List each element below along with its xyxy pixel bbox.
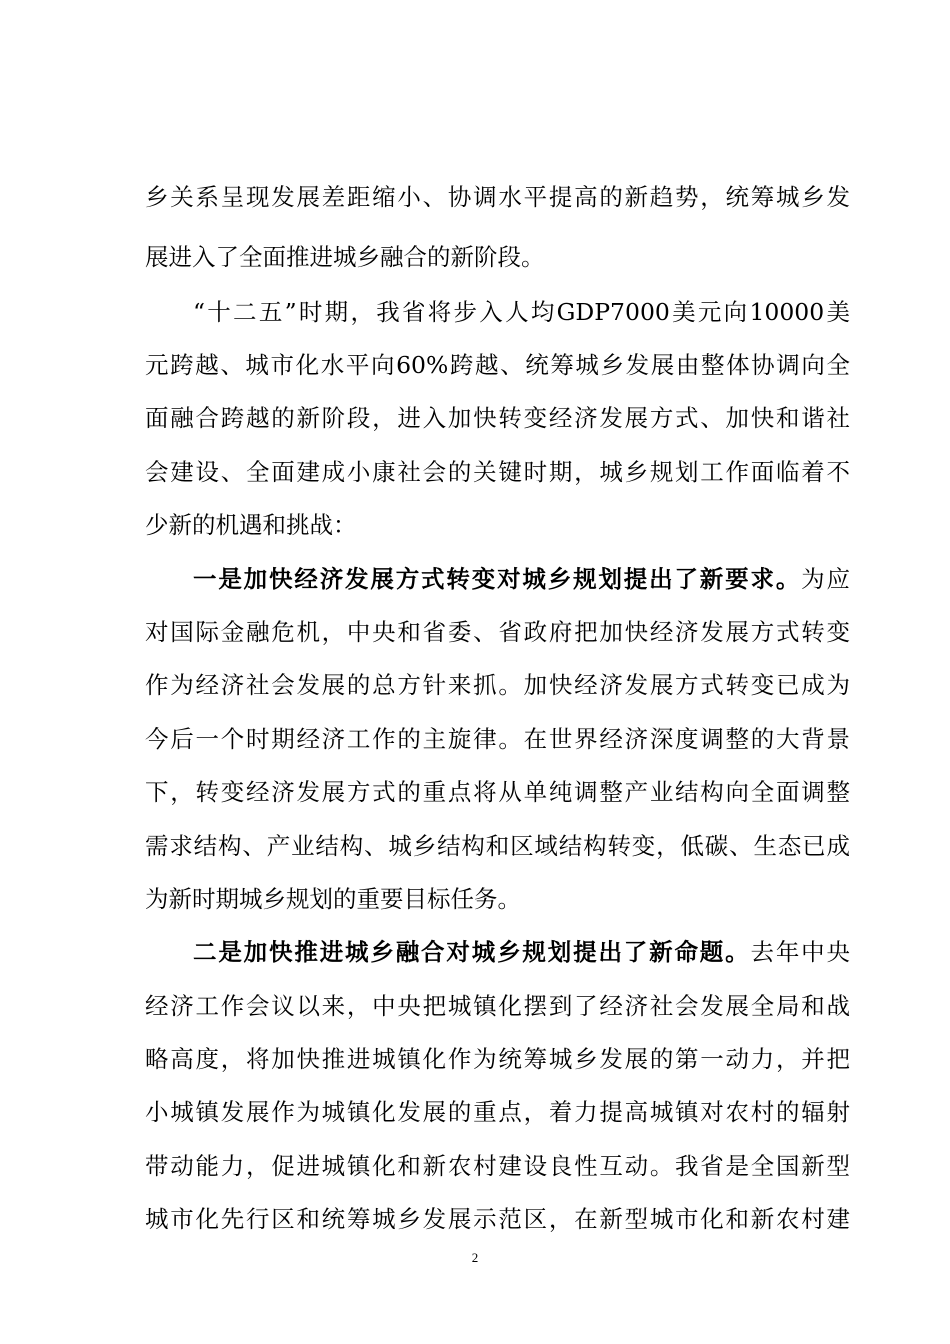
text-line: [193, 559, 850, 599]
text-line: 略高度，将加快推进城镇化作为统筹城乡发展的第一动力，并把: [145, 1045, 850, 1073]
text-line: 面融合跨越的新阶段，进入加快转变经济发展方式、加快和谐社: [145, 404, 850, 432]
text-line: 下，转变经济发展方式的重点将从单纯调整产业结构向全面调整: [145, 778, 850, 806]
text-line: 今后一个时期经济工作的主旋律。在世界经济深度调整的大背景: [145, 725, 850, 753]
bold-heading: 一是加快经济发展方式转变对城乡规划提出了新要求。: [193, 565, 802, 593]
heading-tail: 去年中央: [750, 938, 850, 966]
text-line: 少新的机遇和挑战：: [145, 511, 357, 539]
text-line: 会建设、全面建成小康社会的关键时期，城乡规划工作面临着不: [145, 458, 850, 486]
text-line: 对国际金融危机，中央和省委、省政府把加快经济发展方式转变: [145, 618, 850, 646]
text-line: 城市化先行区和统筹城乡发展示范区，在新型城市化和新农村建: [145, 1205, 850, 1233]
text-line: 作为经济社会发展的总方针来抓。加快经济发展方式转变已成为: [145, 671, 850, 699]
heading-tail: 为应: [801, 565, 850, 593]
text-line: 经济工作会议以来，中央把城镇化摆到了经济社会发展全局和战: [145, 992, 850, 1020]
text-line: 乡关系呈现发展差距缩小、协调水平提高的新趋势，统筹城乡发: [145, 183, 850, 211]
text-line: 展进入了全面推进城乡融合的新阶段。: [145, 243, 545, 271]
page-number: 2: [471, 1250, 479, 1265]
text-line: 带动能力，促进城镇化和新农村建设良性互动。我省是全国新型: [145, 1152, 850, 1180]
bold-heading: 二是加快推进城乡融合对城乡规划提出了新命题。: [193, 938, 751, 966]
text-line: 需求结构、产业结构、城乡结构和区域结构转变，低碳、生态已成: [145, 832, 850, 860]
text-line: 小城镇发展作为城镇化发展的重点，着力提高城镇对农村的辐射: [145, 1098, 850, 1126]
text-line: “十二五”时期，我省将步入人均GDP7000美元向10000美: [193, 298, 850, 326]
text-line: [193, 932, 850, 972]
text-line: 元跨越、城市化水平向60%跨越、统筹城乡发展由整体协调向全: [145, 351, 850, 379]
text-line: 为新时期城乡规划的重要目标任务。: [145, 885, 521, 913]
